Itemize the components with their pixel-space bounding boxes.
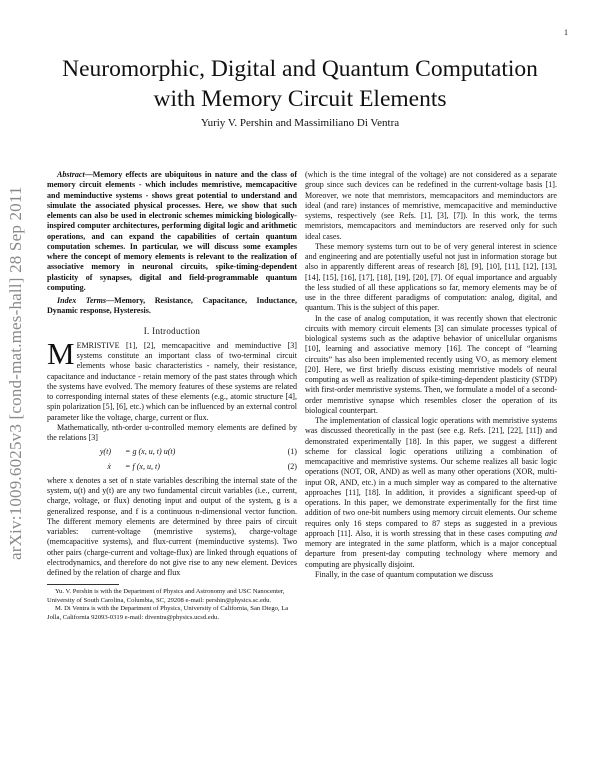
intro-p1-text: [1], [2], memcapacitive and meminductive [3] systems constitute an important class of two-terminal circuit elements whose basic characteristics - namely, their resistance, capacitance and inductance - retain memory of the past states through which the systems have evolved. The memory features of these systems are related to corresponding internal states of these elements (e.g., atomic structure [4], spin polarization [5], [6], etc.) which can be influenced by an external control parameter like the voltage, charge, current or flux. (47, 340, 297, 422)
section-heading: I. Introduction (143, 325, 201, 336)
eq2-lhs: ẋ (107, 461, 111, 471)
footnote-divider (47, 584, 119, 585)
right-paragraph-4 (305, 416, 557, 570)
arxiv-stamp: arXiv:1009.6025v3 [cond-mat.mes-hall] 28 Sep 2011 (6, 186, 25, 560)
intro-first-word: EMRISTIVE (76, 340, 120, 350)
index-terms (47, 296, 297, 317)
abstract (47, 170, 297, 293)
index-terms-text: —Memory, Resistance, Capacitance, Inductance, Dynamic response, Hysteresis. (47, 296, 297, 316)
abstract-text: —Memory effects are ubiquitous in nature and the class of memory circuit elements - which includes memristive, memcapacitive and meminductive systems - shows great potential to understand and simulate the associated physical processes. Here, we show that such elements can also be used in electronic schemes mimicking biologically-inspired computer architectures, performing digital logic and arithmetic operations, and can expand the capabilities of certain quantum computation schemes. In particular, we will discuss some examples where the concept of memory elements is relevant to the realization of associative memory in neuronal circuits, spike-timing-dependent plasticity of synapses, digital and field-programmable quantum computing. (47, 170, 297, 292)
left-column (47, 170, 297, 623)
right-p4-text: The implementation of classical logic operations with memristive systems was discussed theoretically in the past (see e.g. Refs. [21], [22], [11]) and demonstrated experimentally [18]. In this paper, we suggest a different scheme for classical logic operations utilizing a combination of memcapacitive and memristive systems. Our scheme realizes all basic logic operations (NOT, OR, AND) as well as many other operations (XOR, multi-input OR, AND, etc.) in a much simpler way as compared to the alternative approaches [11], [18]. In addition, it provides a significant speed-up of operations. In this paper, we demonstrate experimentally for the first time addition of two one-bit numbers using memory circuit elements. Our scheme requires only 16 steps compared to 87 steps as suggested in a previous approach [11]. Also, it is worth stressing that in these cases computing (305, 416, 557, 538)
right-column (305, 170, 557, 580)
right-p4-and: and (544, 528, 557, 538)
intro-paragraph-3: where x denotes a set of n state variables describing the internal state of the system, u(t) and y(t) are any two fundamental circuit variables (i.e., current, charge, voltage, or flux) denoting input and output of the system, g is a generalized response, and f is a continuous n-dimensional vector function. The different memory elements are determined by three pairs of circuit variables: current-voltage (memristive systems), charge-voltage (memcapacitive systems), and flux-current (meminductive systems). Two other pairs (charge-current and voltage-flux) are linked through equations of electrodynamics, and therefore do not give rise to any new element. Devices defined by the relation of charge and flux (47, 475, 297, 577)
right-paragraph-3: In the case of analog computation, it was recently shown that electronic circuits with memory circuit elements [3] can simulate processes typical of biological systems such as the adaptive behavior of unicellular organisms [10], learning and associative memory [16]. The concept of “learning circuits” has also been implemented recently using VO₂ as memory element [20]. Here, we first briefly discuss existing memristive models of neural computing as well as realization of spike-timing-dependent plasticity (STDP) with first-order memristive systems. Then, we formulate a model of a second-order memristive synapse which resembles closer the operation of its biological counterpart. (305, 313, 557, 415)
authors: Yuriy V. Pershin and Massimiliano Di Ventra (200, 117, 400, 129)
right-p4-end: platform, which is a major conceptual departure from present-day computing technology where memory and computing are physically disjoint. (305, 539, 557, 569)
intro-paragraph-2: Mathematically, nth-order u-controlled memory elements are defined by the relations [3] (47, 422, 297, 442)
abstract-label: Abstract (57, 170, 85, 179)
right-paragraph-1: (which is the time integral of the voltage) are not considered as a separate group since such devices can be redefined in the current-voltage basis [1]. Moreover, we note that memristors, memcapacitors and meminductors are ideal (and rare) instances of memristive, memcapacitive and meminductive systems, respectively (see Refs. [1], [3], [7]). In this work, the terms memristors, memcapacitors and meminductors are reserved only for such ideal cases. (305, 170, 557, 241)
equations (47, 447, 297, 472)
eq2-number: (2) (287, 461, 297, 471)
title-line-1: Neuromorphic, Digital and Quantum Computation (62, 56, 538, 82)
right-paragraph-5: Finally, in the case of quantum computation we discuss (315, 569, 494, 579)
intro-paragraph-1 (47, 335, 297, 423)
index-terms-label: Index Terms (57, 296, 107, 305)
footnote-2: M. Di Ventra is with the Department of Physics, University of California, San Diego, La Jolla, California 92093-0319 e-mail: diventra@physics.ucsd.edu. (47, 605, 289, 622)
equation-2 (47, 462, 297, 472)
title-line-2: with Memory Circuit Elements (153, 86, 447, 112)
eq2-rhs: = f (x, u, t) (125, 461, 160, 471)
footnotes (47, 588, 297, 622)
dropcap-letter: M (47, 335, 75, 371)
equation-1 (47, 447, 297, 457)
right-paragraph-2: These memory systems turn out to be of very general interest in science and engineering and are potentially useful not just in information storage but also in apparently different areas of research [8], [9], [10], [11], [12], [13], [14], [15], [16], [17], [18], [19], [20], [7]. Of equal importance and arguably the less studied of all these applications so far, memory elements may be of use in the three different paradigms of computation: analog, digital, and quantum. This is the subject of this paper. (305, 241, 557, 313)
eq1-number: (1) (287, 447, 297, 457)
footnote-1: Yu. V. Pershin is with the Department of Physics and Astronomy and USC Nanocenter, University of South Carolina, Columbia, SC, 29208 e-mail: pershin@physics.sc.edu. (47, 588, 285, 604)
right-p4-same: same (407, 539, 424, 548)
eq1-lhs: y(t) (99, 447, 111, 457)
right-p4-mid: memory are integrated in the (305, 539, 408, 548)
eq1-rhs: = g (x, u, t) u(t) (125, 447, 176, 457)
page-number: 1 (564, 28, 568, 37)
paper-title (40, 54, 560, 114)
